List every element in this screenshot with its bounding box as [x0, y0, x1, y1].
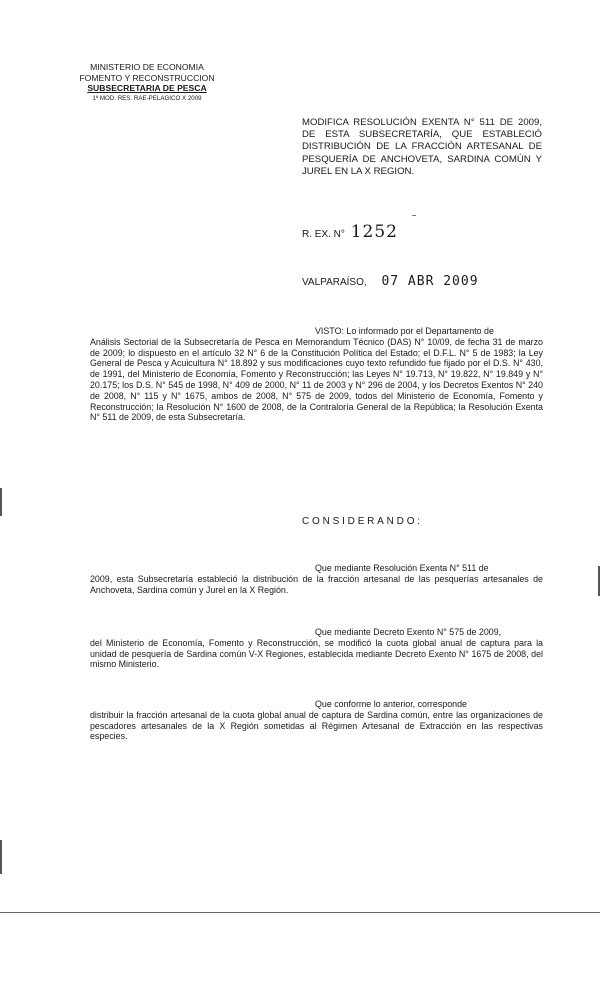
resolution-number-line: [302, 222, 398, 242]
considerando-paragraph-1: [90, 563, 543, 595]
paragraph-lead: Que mediante Resolución Exenta N° 511 de: [315, 563, 489, 573]
paragraph-lead: Que conforme lo anterior, corresponde: [315, 699, 467, 709]
ministry-line1: MINISTERIO DE ECONOMIA: [90, 62, 204, 72]
resolution-abstract: MODIFICA RESOLUCIÓN EXENTA N° 511 DE 2009, DE ESTA SUBSECRETARÍA, QUE ESTABLECIÓ DISTRIBUCIÓN DE LA FRACCIÓN ARTESANAL DE PESQUERÍA DE ANCHOVETA, SARDINA COMÚN Y JUREL EN LA X REGION.: [302, 117, 542, 177]
visto-paragraph: [90, 326, 543, 423]
considerando-paragraph-2: [90, 627, 543, 670]
resolution-label: R. EX. N°: [302, 229, 345, 240]
subsecretaria-name: SUBSECRETARIA DE PESCA: [87, 83, 207, 93]
paragraph-lead: Que mediante Decreto Exento N° 575 de 2009,: [315, 627, 502, 637]
paragraph-text: distribuir la fracción artesanal de la cuota global anual de captura de Sardina común, entre las organizaciones de pescadores artesanales de la X Región sometidas al Régimen Artesanal de Extracción en las respectivas especies.: [90, 709, 543, 742]
scan-edge-mark-left-lower: [0, 840, 2, 874]
paragraph-text: del Ministerio de Economía, Fomento y Reconstrucción, se modificó la cuota global anual de captura para la unidad de pesquería de Sardina común V-X Regiones, establecida mediante Decreto Exento N° 1675 de 2008, del mismo Ministerio.: [90, 637, 543, 670]
ministry-line2: FOMENTO Y RECONSTRUCCION: [79, 72, 215, 83]
date-stamp: 07 ABR 2009: [381, 274, 479, 289]
scan-bottom-rule: [0, 912, 600, 913]
place-date-line: [302, 274, 479, 289]
considerando-heading: CONSIDERANDO:: [302, 516, 423, 527]
letterhead: [62, 62, 232, 103]
paragraph-text: 2009, esta Subsecretaría estableció la distribución de la fracción artesanal de las pesquerías artesanales de Anchoveta, Sardina común y Jurel en la X Región.: [90, 573, 543, 595]
resolution-number: 1252: [350, 222, 398, 242]
visto-lead: VISTO: Lo informado por el Departamento de: [315, 326, 494, 336]
modification-reference: 1ª MOD. RES. RAE-PELAGICO X 2009: [92, 94, 202, 102]
scan-edge-mark-left: [0, 488, 2, 516]
place: VALPARAÍSO,: [302, 277, 367, 288]
considerando-paragraph-3: [90, 699, 543, 742]
scan-speck: [412, 215, 416, 216]
visto-text: Análisis Sectorial de la Subsecretaría de Pesca en Memorandum Técnico (DAS) N° 10/09, de fecha 31 de marzo de 2009; lo dispuesto en el artículo 32 N° 6 de la Constitución Política del Estado; el D.F.L. N° 5 de 1983; la Ley General de Pesca y Acuicultura N° 18.892 y sus modificaciones cuyo texto refundido fue fijado por el D.S. N° 430, de 1991, del Ministerio de Economía, Fomento y Reconstrucción; las Leyes N° 19.713, N° 19.822, N° 19.849 y N° 20.175; los D.S. N° 545 de 1998, N° 409 de 2000, N° 11 de 2003 y N° 296 de 2004, y los Decretos Exentos N° 240 de 2008, N° 115 y N° 1675, ambos de 2008, N° 575 de 2009, todos del Ministerio de Economía, Fomento y Reconstrucción; la Resolución N° 1600 de 2008, de la Contraloría General de la República; la Resolución Exenta N° 511 de 2009, de esta Subsecretaría.: [90, 336, 543, 423]
